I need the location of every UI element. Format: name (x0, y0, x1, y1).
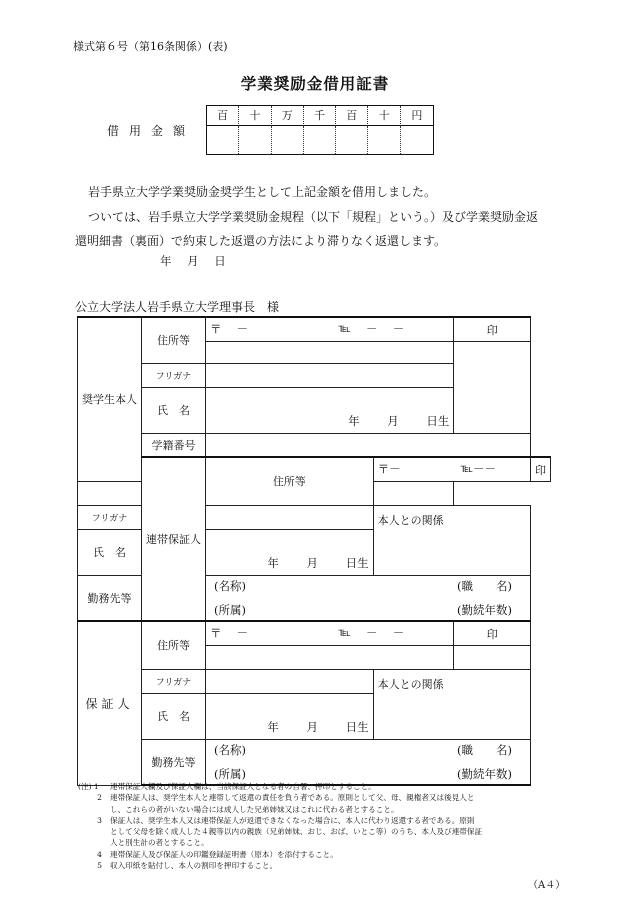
unit-hyaku-man: 百 (207, 106, 239, 126)
student-id-field[interactable] (206, 433, 531, 457)
body-paragraph-1: 岩手県立大学学業奨励金奨学生として上記金額を借用しました。 (88, 185, 437, 199)
page-size-label: （A４） (528, 880, 566, 891)
guarantor-section-label: 保証人 (78, 621, 142, 785)
student-seal[interactable]: 印 (454, 317, 531, 341)
guarantor-furigana-field[interactable] (206, 669, 374, 693)
joint-guarantor-address-field[interactable]: 〒 － ℡ － － (373, 457, 530, 481)
unit-juu-man: 十 (239, 106, 271, 126)
guarantor-seal-area[interactable] (454, 645, 531, 669)
student-address-label: 住所等 (142, 317, 206, 363)
amount-digit-cell[interactable] (401, 126, 433, 154)
signing-date: 年 月 日 (160, 254, 226, 268)
body-paragraph-3: 還明細書（裏面）で約束した返還の方法により滞りなく返還します。 (75, 234, 447, 248)
page-title: 学業奨励金借用証書 (240, 74, 390, 93)
unit-sen: 千 (304, 106, 336, 126)
joint-guarantor-seal-area[interactable] (373, 481, 454, 505)
student-name-label: 氏 名 (142, 387, 206, 433)
note-line: として父母を除く成人した４親等以内の親族（兄弟姉妹、おじ、おば、いとこ等）のうち、本人及び連帯保証 (110, 827, 483, 837)
unit-juu: 十 (368, 106, 400, 126)
joint-guarantor-address-line2[interactable] (78, 481, 206, 505)
amount-digit-cell[interactable] (272, 126, 304, 154)
guarantor-relation[interactable]: 本人との関係 (373, 669, 530, 739)
joint-guarantor-relation[interactable]: 本人との関係 (373, 505, 530, 575)
student-address-line2[interactable] (206, 341, 454, 363)
notes-section (78, 781, 558, 871)
joint-guarantor-work-field[interactable]: (名称) (職 名) (所属) (勤続年数) (206, 575, 531, 621)
student-seal-area[interactable] (454, 341, 531, 433)
amount-digit-cell[interactable] (207, 126, 239, 154)
amount-digit-cell[interactable] (336, 126, 368, 154)
amount-digit-cell[interactable] (368, 126, 400, 154)
guarantor-address-label: 住所等 (142, 621, 206, 669)
body-paragraph-2: ついては、岩手県立大学学業奨励金規程（以下「規程」という。）及び学業奨励金返 (88, 210, 539, 224)
note-line: し、これらの者がいない場合には成人した兄弟姉妹又はこれに代わる者とすること。 (110, 804, 399, 814)
joint-guarantor-furigana-label: フリガナ (78, 505, 142, 529)
amount-digit-cell[interactable] (304, 126, 336, 154)
guarantor-name-label: 氏 名 (142, 693, 206, 739)
student-address-field[interactable]: 〒 － ℡ － － (206, 317, 454, 341)
guarantor-seal[interactable]: 印 (454, 621, 531, 645)
joint-guarantor-furigana-field[interactable] (206, 505, 374, 529)
amount-digit-cell[interactable] (239, 126, 271, 154)
joint-guarantor-seal[interactable]: 印 (531, 457, 551, 481)
note-line: 3 保証人は、奨学生本人又は連帯保証人が返還できなくなった場合に、本人に代わり返還する者である。原則 (97, 815, 475, 825)
borrower-form-table (77, 316, 551, 786)
guarantor-work-label: 勤務先等 (142, 739, 206, 785)
guarantor-address-field[interactable]: 〒 － ℡ － － (206, 621, 454, 645)
joint-guarantor-section-label: 連帯保証人 (142, 457, 206, 621)
note-line: 4 連帯保証人及び保証人の印鑑登録証明書（原本）を添付すること。 (97, 849, 338, 859)
unit-man: 万 (272, 106, 304, 126)
note-line: 人と別生計の者とすること。 (110, 838, 209, 848)
amount-label: 借用金額 (107, 124, 196, 138)
joint-guarantor-address-label: 住所等 (206, 457, 374, 505)
amount-grid (206, 105, 434, 155)
student-id-label: 学籍番号 (142, 433, 206, 457)
unit-yen: 円 (401, 106, 433, 126)
guarantor-work-field[interactable]: (名称) (職 名) (所属) (勤続年数) (206, 739, 531, 785)
addressee: 公立大学法人岩手県立大学理事長 様 (75, 300, 280, 314)
guarantor-furigana-label: フリガナ (142, 669, 206, 693)
note-line: 2 連帯保証人は、奨学生本人と連帯して返還の責任を負う者である。原則として父、母、親権者又は後見人と (97, 793, 475, 803)
student-name-field[interactable]: 年 月 日生 (206, 387, 454, 433)
guarantor-address-line2[interactable] (206, 645, 454, 669)
student-section-label: 奨学生本人 (78, 317, 142, 481)
joint-guarantor-name-field[interactable]: 年 月 日生 (206, 529, 374, 575)
guarantor-name-field[interactable]: 年 月 日生 (206, 693, 374, 739)
note-line: (注) 1 連帯保証人欄及び保証人欄は、当該保証人となる者の自署、押印とすること。 (78, 782, 376, 791)
student-furigana-label: フリガナ (142, 363, 206, 387)
joint-guarantor-work-label: 勤務先等 (78, 575, 142, 621)
form-number: 様式第６号（第16条関係）(表) (73, 40, 228, 53)
student-furigana-field[interactable] (206, 363, 454, 387)
joint-guarantor-name-label: 氏 名 (78, 529, 142, 575)
unit-hyaku: 百 (336, 106, 368, 126)
note-line: 5 収入印紙を貼付し、本人の割印を押印すること。 (97, 861, 278, 871)
